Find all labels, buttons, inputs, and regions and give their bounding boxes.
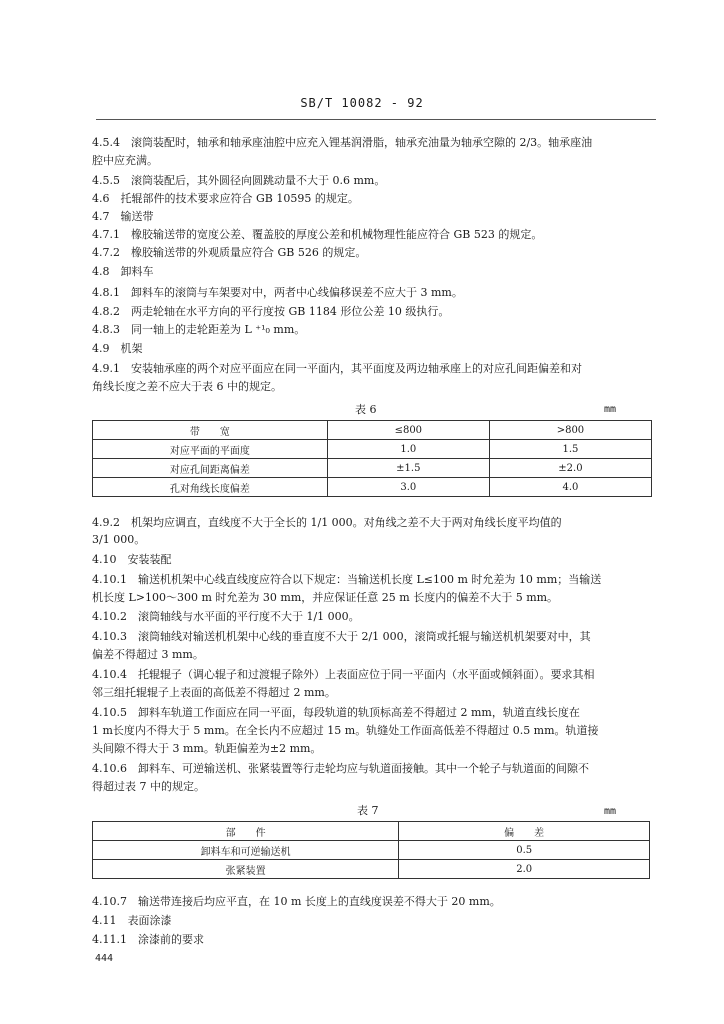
table-cell: ±2.0: [489, 459, 651, 478]
table-row: [93, 440, 652, 459]
text-line: 腔中应充满。: [92, 154, 158, 167]
table-row: [93, 860, 650, 879]
text-line: 4.9 机架: [92, 342, 143, 355]
table-header-cell: >800: [489, 421, 651, 440]
text-line: 得超过表 7 中的规定。: [92, 780, 205, 793]
text-line: 1 m长度内不得大于 5 mm。在全长内不应超过 15 m。轨缝处工作面高低差不得超过 0.5 mm。轨道接: [92, 724, 599, 737]
text-line: 4.9.2 机架均应调直，直线度不大于全长的 1/1 000。对角线之差不大于两对角线长度平均值的: [92, 516, 562, 529]
text-line: 4.7.1 橡胶输送带的宽度公差、覆盖胶的厚度公差和机械物理性能应符合 GB 523 的规定。: [92, 228, 543, 241]
text-line: 4.5.4 滚筒装配时，轴承和轴承座油腔中应充入锂基润滑脂，轴承充油量为轴承空隙的 2/3。轴承座油: [92, 136, 593, 149]
document-header: SB/T 10082 - 92: [300, 96, 424, 110]
text-line: 4.10.5 卸料车轨道工作面应在同一平面，每段轨道的轨顶标高差不得超过 2 mm，轨道直线长度在: [92, 706, 580, 719]
text-line: 3/1 000。: [92, 533, 146, 546]
table-7: [92, 821, 650, 879]
text-line: 4.10.4 托辊辊子（调心辊子和过渡辊子除外）上表面应位于同一平面内（水平面或倾斜面）。要求其相: [92, 668, 595, 681]
text-line: 机长度 L>100～300 m 时允差为 30 mm，并应保证任意 25 m 长度内的偏差不大于 5 mm。: [92, 591, 559, 604]
text-line: 4.5.5 滚筒装配后，其外圆径向圆跳动量不大于 0.6 mm。: [92, 174, 386, 187]
table-header-cell: 部 件: [93, 822, 399, 841]
table-cell: 对应孔间距离偏差: [93, 459, 328, 478]
text-line: 4.9.1 安装轴承座的两个对应平面应在同一平面内，其平面度及两边轴承座上的对应孔间距偏差和对: [92, 362, 582, 375]
text-line: 偏差不得超过 3 mm。: [92, 648, 204, 661]
text-line: 4.10.3 滚筒轴线对输送机机架中心线的垂直度不大于 2/1 000，滚筒或托辊与输送机机架要对中，其: [92, 630, 591, 643]
table-6-unit: mm: [604, 404, 617, 415]
text-line: 4.10 安装装配: [92, 553, 172, 566]
table-row: [93, 459, 652, 478]
table-cell: 1.0: [327, 440, 489, 459]
table-row: [93, 841, 650, 860]
table-cell: 卸料车和可逆输送机: [93, 841, 399, 860]
text-line: 4.10.7 输送带连接后均应平直，在 10 m 长度上的直线度误差不得大于 20 mm。: [92, 895, 501, 908]
text-line: 4.7 输送带: [92, 210, 154, 223]
table-header-row: [93, 421, 652, 440]
table-cell: 3.0: [327, 478, 489, 497]
text-line: 4.11 表面涂漆: [92, 914, 172, 927]
table-header-cell: ≤800: [327, 421, 489, 440]
text-line: 角线长度之差不应大于表 6 中的规定。: [92, 380, 282, 393]
table-cell: 1.5: [489, 440, 651, 459]
text-line: 4.10.1 输送机机架中心线直线度应符合以下规定：当输送机长度 L≤100 m 时允差为 10 mm；当输送: [92, 573, 602, 586]
table-row: [93, 478, 652, 497]
table-cell: 张紧装置: [93, 860, 399, 879]
table-7-caption: 表 7: [357, 804, 379, 817]
text-line: 头间隙不得大于 3 mm。轨距偏差为±2 mm。: [92, 742, 322, 755]
table-header-row: [93, 822, 650, 841]
table-6: [92, 420, 652, 497]
text-line: 4.8 卸料车: [92, 265, 154, 278]
table-header-cell: 偏 差: [399, 822, 650, 841]
table-cell: 对应平面的平面度: [93, 440, 328, 459]
table-cell: 0.5: [399, 841, 650, 860]
table-cell: 4.0: [489, 478, 651, 497]
header-rule: [96, 119, 656, 120]
table-6-caption: 表 6: [355, 403, 377, 416]
text-line: 4.10.2 滚筒轴线与水平面的平行度不大于 1/1 000。: [92, 610, 360, 623]
text-line: 4.10.6 卸料车、可逆输送机、张紧装置等行走轮均应与轨道面接触。其中一个轮子与轨道面的间隙不: [92, 762, 589, 775]
table-header-cell: 带 宽: [93, 421, 328, 440]
table-7-unit: mm: [604, 806, 617, 817]
text-line: 4.8.3 同一轴上的走轮距差为 L ⁺¹₀ mm。: [92, 323, 306, 336]
page-number: 444: [95, 953, 114, 964]
text-line: 4.6 托辊部件的技术要求应符合 GB 10595 的规定。: [92, 192, 359, 205]
text-line: 4.11.1 涂漆前的要求: [92, 933, 204, 946]
text-line: 4.8.2 两走轮轴在水平方向的平行度按 GB 1184 形位公差 10 级执行。: [92, 305, 450, 318]
table-cell: 2.0: [399, 860, 650, 879]
text-line: 邻三组托辊辊子上表面的高低差不得超过 2 mm。: [92, 686, 336, 699]
text-line: 4.7.2 橡胶输送带的外观质量应符合 GB 526 的规定。: [92, 246, 367, 259]
table-cell: ±1.5: [327, 459, 489, 478]
text-line: 4.8.1 卸料车的滚筒与车架要对中，两者中心线偏移误差不应大于 3 mm。: [92, 286, 463, 299]
table-cell: 孔对角线长度偏差: [93, 478, 328, 497]
